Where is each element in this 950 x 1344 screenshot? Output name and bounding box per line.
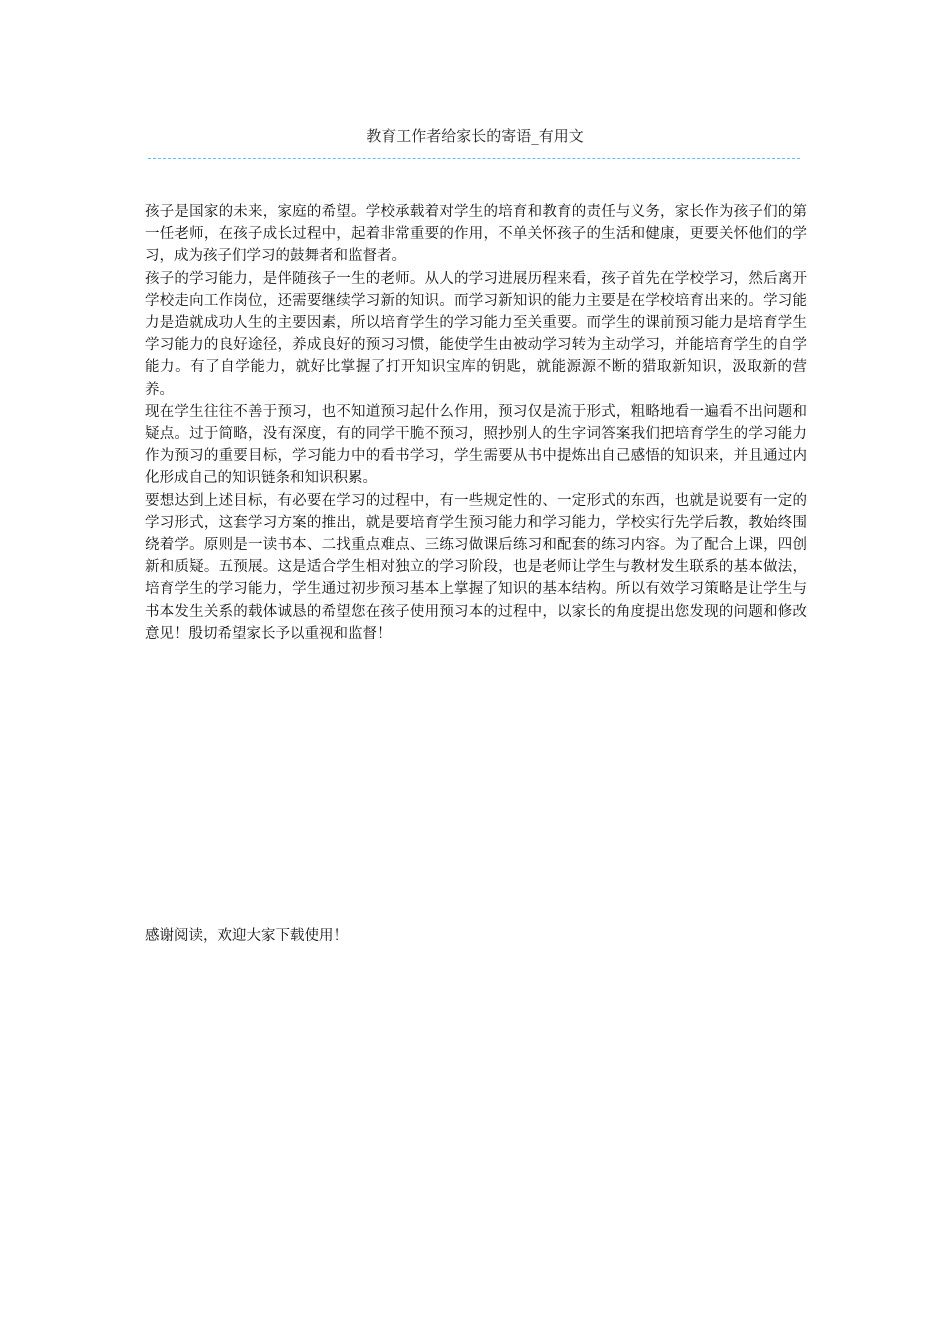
header-title: 教育工作者给家长的寄语_有用文 <box>366 127 584 145</box>
closing-note: 感谢阅读，欢迎大家下载使用！ <box>145 928 348 944</box>
paragraph-3: 现在学生往往不善于预习，也不知道预习起什么作用，预习仅是流于形式，粗略地看一遍看不出问题和疑点。过于简略，没有深度，有的同学干脆不预习，照抄别人的生字词答案我们把培育学生的学习能力作为预习的重要目标，学习能力中的看书学习，学生需要从书中提炼出自己感悟的知识来，并且通过内化形成自己的知识链条和知识积累。 <box>145 403 807 487</box>
paragraph-2: 孩子的学习能力，是伴随孩子一生的老师。从人的学习进展历程来看，孩子首先在学校学习，然后离开学校走向工作岗位，还需要继续学习新的知识。而学习新知识的能力主要是在学校培育出来的。学习能力是造就成功人生的主要因素，所以培育学生的学习能力至关重要。而学生的课前预习能力是培育学生学习能力的良好途径，养成良好的预习习惯，能使学生由被动学习转为主动学习，并能培育学生的自学能力。有了自学能力，就好比掌握了打开知识宝库的钥匙，就能源源不断的猎取新知识，汲取新的营养。 <box>145 270 807 398</box>
paragraph-1: 孩子是国家的未来，家庭的希望。学校承载着对学生的培育和教育的责任与义务，家长作为孩子们的第一任老师，在孩子成长过程中，起着非常重要的作用，不单关怀孩子的生活和健康，更要关怀他们的学习，成为孩子们学习的鼓舞者和监督者。 <box>145 204 807 265</box>
header-divider <box>148 158 800 159</box>
paragraph-4: 要想达到上述目标，有必要在学习的过程中，有一些规定性的、一定形式的东西，也就是说要有一定的学习形式，这套学习方案的推出，就是要培育学生预习能力和学习能力，学校实行先学后教，教始终围绕着学。原则是一读书本、二找重点难点、三练习做课后练习和配套的练习内容。为了配合上课，四创新和质疑。五预展。这是适合学生相对独立的学习阶段，也是老师让学生与教材发生联系的基本做法，培育学生的学习能力，学生通过初步预习基本上掌握了知识的基本结构。所以有效学习策略是让学生与书本发生关系的载体诚恳的希望您在孩子使用预习本的过程中，以家长的角度提出您发现的问题和修改意见！殷切希望家长予以重视和监督！ <box>145 492 807 642</box>
body-text <box>145 201 807 645</box>
